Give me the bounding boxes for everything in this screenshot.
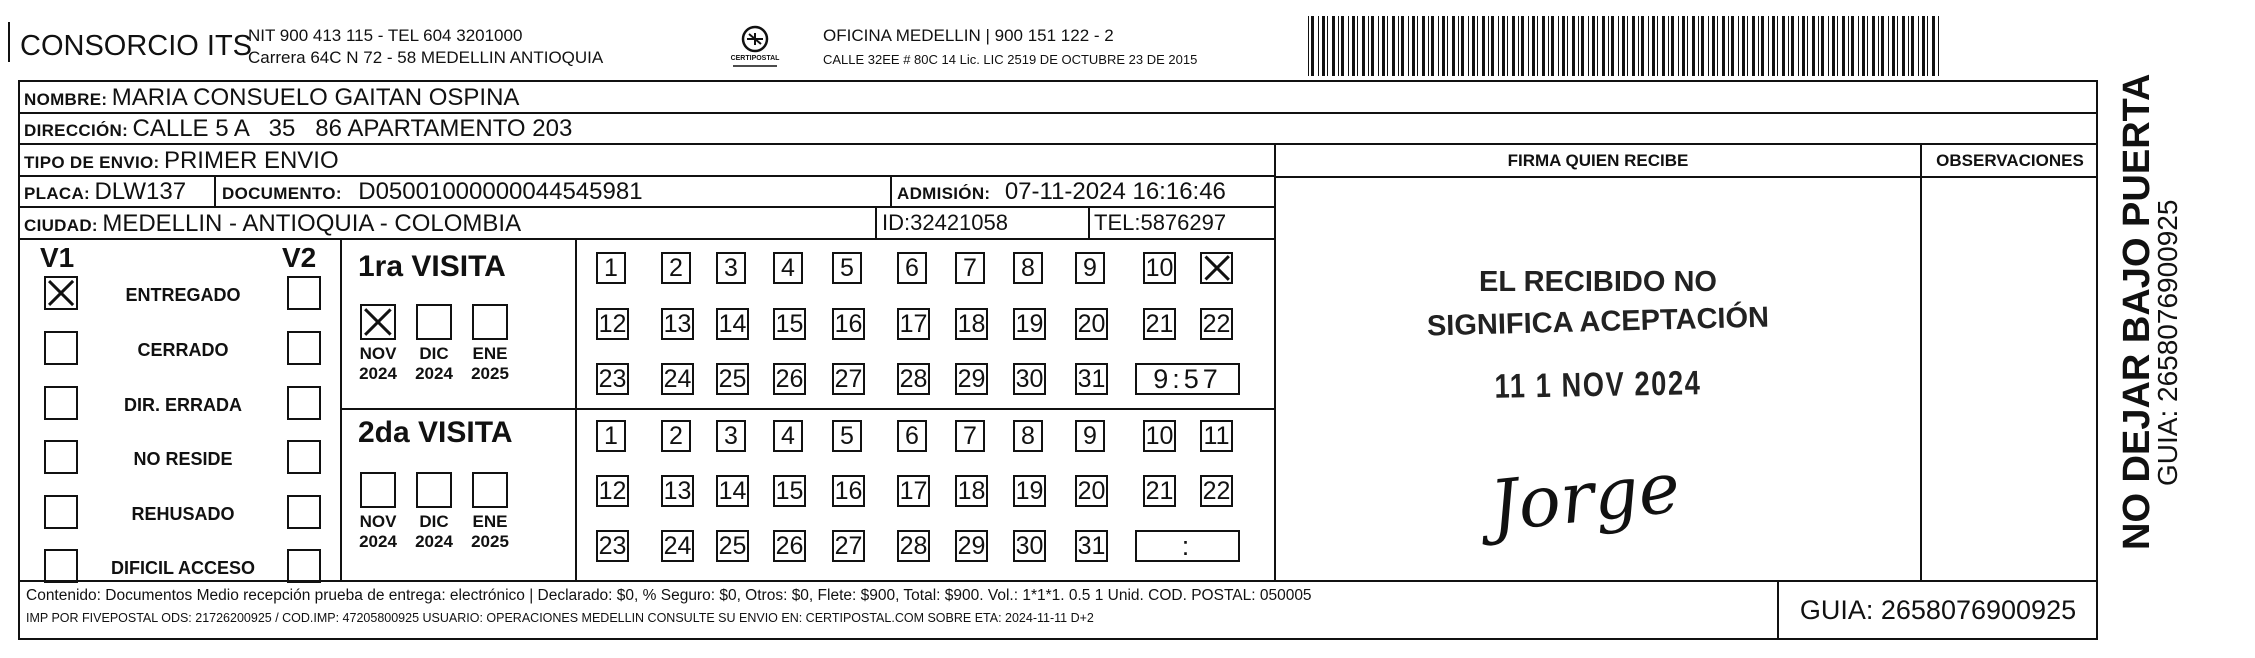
barcode-bar (1742, 16, 1745, 76)
row-rule-1 (18, 112, 2098, 114)
visit2-title: 2da VISITA (358, 416, 513, 449)
documento-row (222, 180, 643, 204)
barcode-bar (1747, 16, 1748, 76)
status-v2-checkbox[interactable] (287, 386, 321, 420)
day-box[interactable]: 9 (1075, 420, 1105, 452)
row-rule-3 (18, 175, 1274, 177)
tel-value: TEL:5876297 (1094, 210, 1227, 235)
day-box[interactable]: 5 (832, 252, 862, 284)
day-box[interactable]: 19 (1013, 308, 1046, 340)
nombre-row (24, 86, 519, 110)
stamp-line-2: SIGNIFICA ACEPTACIÓN (1426, 301, 1770, 343)
barcode-bar (1491, 16, 1494, 76)
barcode-bar (1412, 16, 1415, 76)
visit-split-rule (340, 408, 1274, 410)
day-box[interactable]: 17 (897, 475, 930, 507)
barcode-bar (1687, 16, 1688, 76)
barcode-bar (1532, 16, 1535, 76)
observaciones-header: OBSERVACIONES (1936, 151, 2084, 170)
direccion-value: CALLE 5 A 35 86 APARTAMENTO 203 (132, 115, 573, 142)
day-box[interactable]: 23 (596, 530, 629, 562)
day-box[interactable]: 30 (1013, 530, 1046, 562)
barcode-bar (1378, 16, 1379, 76)
placa-value: DLW137 (94, 178, 187, 205)
barcode-bar (1442, 16, 1445, 76)
barcode-bar (1908, 16, 1909, 76)
day-box[interactable]: 23 (596, 363, 629, 395)
barcode-bar (1611, 16, 1614, 76)
day-box[interactable]: 22 (1200, 475, 1233, 507)
barcode-bar (1731, 16, 1734, 76)
barcode-bar (1502, 16, 1505, 76)
barcode-bar (1597, 16, 1598, 76)
observaciones-rule (1920, 143, 1922, 580)
placa-divider (214, 175, 216, 206)
barcode-bar (1802, 16, 1805, 76)
barcode-bar (1588, 16, 1589, 76)
month-checkbox[interactable] (416, 472, 452, 508)
barcode-bar (1752, 16, 1755, 76)
barcode-icon (1306, 16, 1944, 76)
barcode-bar (1602, 16, 1605, 76)
status-v2-checkbox[interactable] (287, 276, 321, 310)
barcode-bar (1348, 16, 1349, 76)
month-label (350, 344, 406, 384)
barcode-bar (1717, 16, 1718, 76)
month-checkbox[interactable] (416, 304, 452, 340)
barcode-bar (1627, 16, 1628, 76)
signature-left-rule (1274, 143, 1276, 580)
month-name: DIC (419, 512, 449, 531)
day-box[interactable]: 30 (1013, 363, 1046, 395)
barcode-bar (1477, 16, 1478, 76)
admision-row (897, 180, 1226, 204)
status-label: DIR. ERRADA (123, 395, 242, 415)
documento-value: D05001000000044545981 (358, 178, 643, 205)
barcode-bar (1438, 16, 1439, 76)
barcode-bar (1922, 16, 1925, 76)
month-name: ENE (472, 512, 508, 531)
day-box[interactable]: 17 (897, 308, 930, 340)
day-box[interactable]: 20 (1075, 475, 1108, 507)
barcode-bar (1408, 16, 1409, 76)
row-rule-3b (1274, 176, 2098, 178)
day-box[interactable]: 1 (596, 420, 626, 452)
barcode-bar (1398, 16, 1399, 76)
day-box[interactable]: 29 (955, 530, 988, 562)
barcode-bar (1618, 16, 1619, 76)
barcode-bar (1518, 16, 1519, 76)
day-box[interactable]: 9 (1075, 252, 1105, 284)
barcode-bar (1832, 16, 1835, 76)
side-guia: GUIA: 2658076900925 (2152, 199, 2183, 486)
barcode-bar (1461, 16, 1464, 76)
barcode-bar (1308, 16, 1309, 76)
barcode-bar (1708, 16, 1709, 76)
day-box[interactable]: 16 (832, 475, 865, 507)
row-rule-2 (18, 143, 2098, 145)
day-box[interactable]: 2 (661, 252, 691, 284)
nombre-value: MARIA CONSUELO GAITAN OSPINA (111, 84, 520, 111)
barcode-bar (1382, 16, 1385, 76)
v1-label: V1 (40, 242, 75, 273)
month-checkbox[interactable] (360, 472, 396, 508)
documento-label: DOCUMENTO: (222, 184, 342, 203)
day-box[interactable]: 19 (1013, 475, 1046, 507)
day-box[interactable]: 25 (716, 530, 749, 562)
day-box[interactable]: 24 (661, 530, 694, 562)
barcode-bar (1791, 16, 1794, 76)
barcode-bar (1761, 16, 1764, 76)
barcode-bar (1332, 16, 1335, 76)
barcode-bar (1698, 16, 1699, 76)
month-label (462, 512, 518, 552)
day-box[interactable]: 11 (1200, 420, 1233, 452)
barcode-bar (1521, 16, 1524, 76)
barcode-bar (1528, 16, 1529, 76)
barcode-bar (1638, 16, 1639, 76)
barcode-bar (1848, 16, 1849, 76)
barcode-bar (1548, 16, 1549, 76)
barcode-bar (1758, 16, 1759, 76)
barcode-bar (1578, 16, 1579, 76)
barcode-bar (1387, 16, 1388, 76)
barcode-bar (1858, 16, 1859, 76)
day-box[interactable]: 5 (832, 420, 862, 452)
barcode-bar (1482, 16, 1485, 76)
barcode-bar (1581, 16, 1584, 76)
row-rule-5 (18, 238, 1274, 240)
ciudad-row (24, 212, 521, 236)
status-v2-checkbox[interactable] (287, 549, 321, 583)
month-year: 2025 (471, 532, 509, 551)
day-box[interactable]: 8 (1013, 420, 1043, 452)
day-box[interactable]: 15 (773, 308, 806, 340)
day-box[interactable]: 20 (1075, 308, 1108, 340)
stamp-date: 11 1 NOV 2024 (1494, 364, 1702, 406)
month-year: 2024 (415, 364, 453, 383)
barcode-bar (1542, 16, 1545, 76)
month-name: DIC (419, 344, 449, 363)
barcode-bar (1368, 16, 1369, 76)
barcode-bar (1352, 16, 1355, 76)
day-box[interactable]: 14 (716, 308, 749, 340)
certipostal-logo-icon (725, 24, 785, 70)
barcode-bar (1927, 16, 1928, 76)
status-label: REHUSADO (131, 504, 235, 524)
id-value: ID:32421058 (882, 210, 1008, 235)
header-left-rule (8, 22, 10, 62)
day-box[interactable]: 10 (1143, 420, 1176, 452)
barcode-bar (1512, 16, 1515, 76)
barcode-bar (1828, 16, 1829, 76)
side-warning: NO DEJAR BAJO PUERTA (2116, 73, 2158, 550)
barcode-bar (1592, 16, 1595, 76)
day-box[interactable]: 26 (773, 530, 806, 562)
barcode-bar (1692, 16, 1695, 76)
barcode-bar (1657, 16, 1658, 76)
company-address: Carrera 64C N 72 - 58 MEDELLIN ANTIOQUIA (248, 48, 604, 67)
admision-label: ADMISIÓN: (897, 184, 991, 203)
footer-content: Contenido: Documentos Medio recepción prueba de entrega: electrónico | Declarado: $0, % Seguro: $0, Otros: $0, Flete: $900, Total: $900. Vol.: 1*1*1. 0.5 1 Unid. COD. POSTAL: 050005 (26, 587, 1312, 604)
barcode-bar (1567, 16, 1568, 76)
company-name: CONSORCIO ITS (20, 30, 253, 62)
month-name: NOV (359, 344, 397, 363)
month-year: 2024 (415, 532, 453, 551)
barcode-bar (1851, 16, 1854, 76)
stamp-line-1: EL RECIBIDO NO (1479, 266, 1717, 298)
barcode-bar (1897, 16, 1898, 76)
day-box[interactable]: 28 (897, 530, 930, 562)
day-box[interactable]: 18 (955, 475, 988, 507)
day-box[interactable]: 8 (1013, 252, 1043, 284)
nombre-label: NOMBRE: (24, 90, 108, 109)
day-box[interactable]: 12 (596, 308, 629, 340)
time-box[interactable]: 9:57 (1135, 363, 1240, 395)
barcode-bar (1648, 16, 1649, 76)
company-nit: NIT 900 413 115 - TEL 604 3201000 (248, 26, 523, 45)
barcode-bar (1562, 16, 1565, 76)
logo-caption: CERTIPOSTAL (730, 55, 780, 62)
barcode-bar (1938, 16, 1939, 76)
day-box[interactable]: 18 (955, 308, 988, 340)
month-label (406, 344, 462, 384)
barcode-bar (1888, 16, 1889, 76)
status-label: DIFICIL ACCESO (110, 558, 255, 578)
barcode-bar (1768, 16, 1769, 76)
barcode-bar (1341, 16, 1344, 76)
barcode-bar (1537, 16, 1538, 76)
barcode-bar (1881, 16, 1884, 76)
day-box[interactable]: 1 (596, 252, 626, 284)
barcode-bar (1608, 16, 1609, 76)
barcode-bar (1668, 16, 1669, 76)
placa-row (24, 180, 186, 204)
barcode-bar (1837, 16, 1838, 76)
day-box[interactable]: 14 (716, 475, 749, 507)
day-box[interactable]: 3 (716, 420, 746, 452)
barcode-bar (1701, 16, 1704, 76)
certipostal-logo (725, 24, 785, 70)
footer-rule (18, 580, 2098, 582)
barcode-bar (1428, 16, 1429, 76)
barcode-bar (1422, 16, 1425, 76)
barcode-bar (1447, 16, 1448, 76)
barcode-bar (1632, 16, 1635, 76)
barcode-bar (1311, 16, 1314, 76)
barcode-bar (1452, 16, 1455, 76)
barcode-bar (1722, 16, 1725, 76)
time-box[interactable]: : (1135, 530, 1240, 562)
day-box[interactable]: 6 (897, 252, 927, 284)
barcode-bar (1472, 16, 1475, 76)
barcode-bar (1652, 16, 1655, 76)
admision-divider (890, 175, 892, 206)
day-box[interactable]: 27 (832, 363, 865, 395)
barcode-bar (1357, 16, 1358, 76)
barcode-bar (1468, 16, 1469, 76)
barcode-bar (1911, 16, 1914, 76)
month-checkbox[interactable] (472, 304, 508, 340)
barcode-bar (1867, 16, 1868, 76)
barcode-bar (1878, 16, 1879, 76)
status-label: NO RESIDE (133, 449, 233, 469)
barcode-bar (1401, 16, 1404, 76)
barcode-bar (1788, 16, 1789, 76)
barcode-bar (1842, 16, 1845, 76)
barcode-bar (1507, 16, 1508, 76)
month-label (350, 512, 406, 552)
month-label (462, 344, 518, 384)
day-box[interactable]: 26 (773, 363, 806, 395)
firma-header: FIRMA QUIEN RECIBE (1507, 151, 1689, 170)
tipo-value: PRIMER ENVIO (163, 147, 339, 174)
barcode-bar (1671, 16, 1674, 76)
day-box[interactable]: 29 (955, 363, 988, 395)
barcode-bar (1458, 16, 1459, 76)
day-box[interactable]: 24 (661, 363, 694, 395)
admision-value: 07-11-2024 16:16:46 (1004, 178, 1226, 205)
day-box[interactable]: 4 (773, 420, 803, 452)
month-label (406, 512, 462, 552)
day-box[interactable]: 27 (832, 530, 865, 562)
barcode-bar (1918, 16, 1919, 76)
office-line: OFICINA MEDELLIN | 900 151 122 - 2 (823, 26, 1114, 45)
barcode-bar (1622, 16, 1625, 76)
barcode-bar (1327, 16, 1328, 76)
status-label: CERRADO (137, 340, 229, 360)
id-divider (875, 206, 877, 238)
day-box[interactable]: 4 (773, 252, 803, 284)
day-box[interactable]: 7 (955, 420, 985, 452)
barcode-bar (1812, 16, 1815, 76)
barcode-bar (1728, 16, 1729, 76)
barcode-bar (1572, 16, 1575, 76)
barcode-bar (1558, 16, 1559, 76)
day-box[interactable]: 31 (1075, 363, 1108, 395)
day-box[interactable]: 10 (1143, 252, 1176, 284)
check-x-icon (1204, 256, 1229, 280)
day-box[interactable]: 7 (955, 252, 985, 284)
ciudad-label: CIUDAD: (24, 216, 98, 235)
month-name: NOV (359, 512, 397, 531)
day-box[interactable]: 25 (716, 363, 749, 395)
barcode-bar (1318, 16, 1319, 76)
day-box[interactable]: 31 (1075, 530, 1108, 562)
day-box[interactable]: 15 (773, 475, 806, 507)
status-label: ENTREGADO (125, 285, 241, 305)
month-year: 2024 (359, 532, 397, 551)
barcode-bar (1862, 16, 1865, 76)
day-box[interactable]: 21 (1143, 475, 1176, 507)
day-box[interactable]: 13 (661, 308, 694, 340)
barcode-bar (1551, 16, 1554, 76)
barcode-bar (1488, 16, 1489, 76)
status-v2-checkbox[interactable] (287, 440, 321, 474)
ciudad-value: MEDELLIN - ANTIOQUIA - COLOMBIA (102, 210, 522, 237)
month-year: 2025 (471, 364, 509, 383)
recipient-signature: Jorge (1486, 446, 1684, 548)
footer-imp: IMP POR FIVEPOSTAL ODS: 21726200925 / COD.IMP: 47205800925 USUARIO: OPERACIONES MEDELLIN CONSULTE SU ENVIO EN: CERTIPOSTAL.COM SOBRE ETA: 2024-11-11 D+2 (26, 611, 1094, 625)
barcode-bar (1738, 16, 1739, 76)
barcode-bar (1818, 16, 1819, 76)
barcode-bar (1362, 16, 1365, 76)
day-box[interactable]: 28 (897, 363, 930, 395)
month-name: ENE (472, 344, 508, 363)
footer-guia: GUIA: 2658076900925 (1799, 595, 2077, 625)
day-box[interactable] (1200, 252, 1233, 284)
month-checkbox[interactable] (360, 304, 396, 340)
tipo-label: TIPO DE ENVIO: (24, 153, 160, 172)
barcode-bar (1821, 16, 1824, 76)
check-x-icon (364, 308, 392, 336)
barcode-bar (1777, 16, 1778, 76)
barcode-bar (1798, 16, 1799, 76)
day-box[interactable]: 21 (1143, 308, 1176, 340)
day-box[interactable]: 6 (897, 420, 927, 452)
barcode-bar (1892, 16, 1895, 76)
day-box[interactable]: 13 (661, 475, 694, 507)
visit1-title: 1ra VISITA (358, 250, 506, 283)
barcode-bar (1322, 16, 1325, 76)
barcode-bar (1712, 16, 1715, 76)
barcode-bar (1417, 16, 1418, 76)
month-checkbox[interactable] (472, 472, 508, 508)
license-line: CALLE 32EE # 80C 14 Lic. LIC 2519 DE OCTUBRE 23 DE 2015 (823, 52, 1198, 67)
status-v2-checkbox[interactable] (287, 495, 321, 529)
barcode-bar (1431, 16, 1434, 76)
day-box[interactable]: 2 (661, 420, 691, 452)
direccion-row (24, 117, 572, 141)
v2-label: V2 (282, 242, 317, 273)
tel-divider (1088, 206, 1090, 238)
status-v2-checkbox[interactable] (287, 331, 321, 365)
barcode-bar (1902, 16, 1905, 76)
day-box[interactable]: 12 (596, 475, 629, 507)
barcode-bar (1772, 16, 1775, 76)
day-box[interactable]: 3 (716, 252, 746, 284)
barcode-bar (1932, 16, 1935, 76)
barcode-bar (1338, 16, 1339, 76)
day-box[interactable]: 22 (1200, 308, 1233, 340)
barcode-bar (1392, 16, 1395, 76)
month-year: 2024 (359, 364, 397, 383)
barcode (1306, 16, 1944, 76)
barcode-bar (1807, 16, 1808, 76)
barcode-bar (1678, 16, 1679, 76)
barcode-bar (1641, 16, 1644, 76)
barcode-bar (1782, 16, 1785, 76)
barcode-bar (1682, 16, 1685, 76)
row-rule-4 (18, 206, 1274, 208)
direccion-label: DIRECCIÓN: (24, 121, 129, 140)
placa-label: PLACA: (24, 184, 91, 203)
barcode-bar (1498, 16, 1499, 76)
tipo-row (24, 149, 339, 173)
barcode-bar (1371, 16, 1374, 76)
day-box[interactable]: 16 (832, 308, 865, 340)
barcode-bar (1872, 16, 1875, 76)
barcode-bar (1662, 16, 1665, 76)
